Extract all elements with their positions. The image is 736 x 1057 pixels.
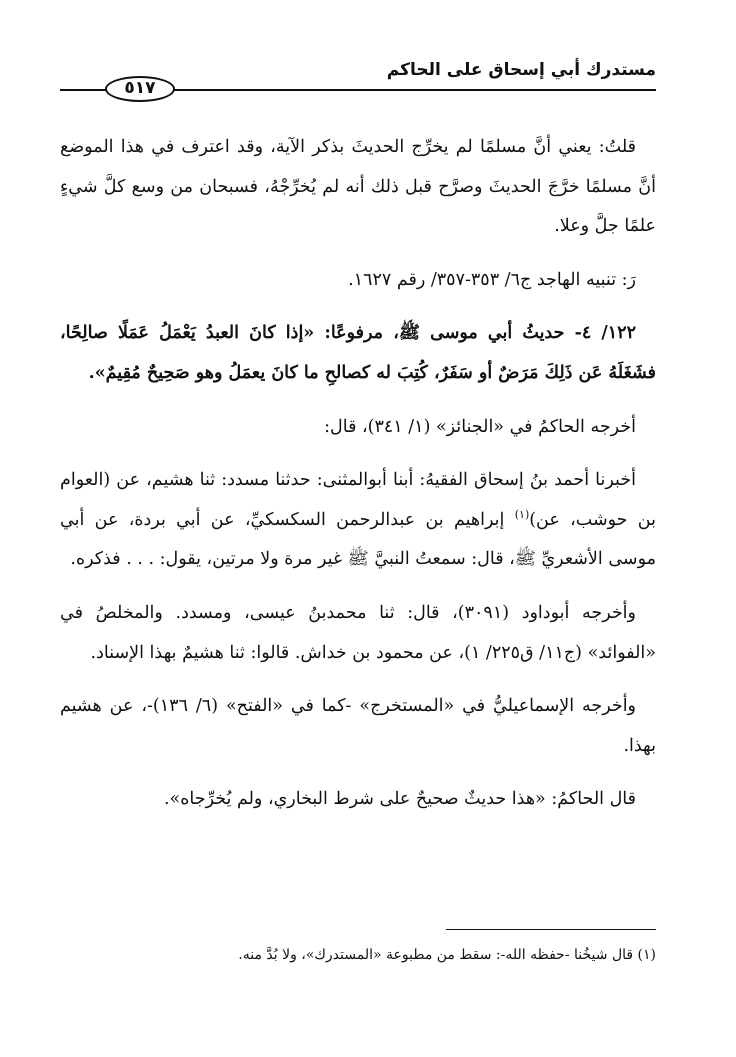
paragraph-abudawud: وأخرجه أبوداود (٣٠٩١)، قال: ثنا محمدبنُ عيسى، ومسدد. والمخلصُ في «الفوائد» (ج١١/ ق٢٢٥/ ١)، عن محمود بن خداش. قالوا: ثنا هشيمٌ بهذا الإسناد. <box>60 602 656 663</box>
page-number: ٥١٧ <box>105 76 175 102</box>
paragraph-note: قلتُ: يعني أنَّ مسلمًا لم يخرِّج الحديثَ بذكر الآية، وقد اعترف في هذا الموضع أنَّ مسلمًا خرَّجَ الحديثَ وصرَّح قبل ذلك أنه لم يُخرِّجْهُ، فسبحان من وسع كلَّ شيءٍ علمًا جلَّ وعلا. <box>60 137 656 237</box>
isnad-part-1: أخبرنا أحمد بنُ إسحاق الفقيهُ: أبنا أبوالمثنى: حدثنا مسدد: ثنا هشيم، عن (العوام بن حوشب، عن) <box>60 470 656 530</box>
hadith-number: ١٢٢/ ٤- حديثُ أبي موسى ﷺ، مرفوعًا: <box>314 323 636 344</box>
footnote-ref: (١) <box>514 507 530 521</box>
running-title: مستدرك أبي إسحاق على الحاكم <box>386 60 656 80</box>
paragraph-takhrij: أخرجه الحاكمُ في «الجنائز» (١/ ٣٤١)، قال: <box>324 416 636 437</box>
isnad-paragraph <box>60 461 656 580</box>
main-text <box>60 128 656 834</box>
paragraph-reference: رَ: تنبيه الهاجد ج٦/ ٣٥٣-٣٥٧/ رقم ١٦٢٧. <box>348 269 636 290</box>
hadith-text: «إذا كانَ العبدُ يَعْمَلُ عَمَلًا صالِحًا، فشَغَلَهُ عَن ذَلِكَ مَرَضٌ أو سَفَرٌ، كُتِبَ له كصالحِ ما كانَ يعمَلُ وهو صَحِيحٌ مُقِيمٌ». <box>60 323 656 383</box>
page-header <box>60 52 656 98</box>
hadith-paragraph <box>60 314 656 393</box>
paragraph-hakim: قال الحاكمُ: «هذا حديثٌ صحيحٌ على شرط البخاري، ولم يُخرِّجاه». <box>163 789 636 810</box>
footnote-rule <box>446 929 656 930</box>
isnad-part-2: إبراهيم بن عبدالرحمن السكسكيِّ، عن أبي بردة، عن أبي موسى الأشعريِّ ﷺ، قال: سمعتُ النبيَّ ﷺ غير مرة ولا مرتين، يقول: . . . فذكره. <box>60 509 656 570</box>
footnote: (١) قال شيخُنا -حفظه الله-: سقط من مطبوعة «المستدرك»، ولا بُدَّ منه. <box>238 947 656 963</box>
paragraph-ismaili: وأخرجه الإسماعيليُّ في «المستخرج» -كما في «الفتح» (٦/ ١٣٦)-، عن هشيم بهذا. <box>60 696 656 756</box>
